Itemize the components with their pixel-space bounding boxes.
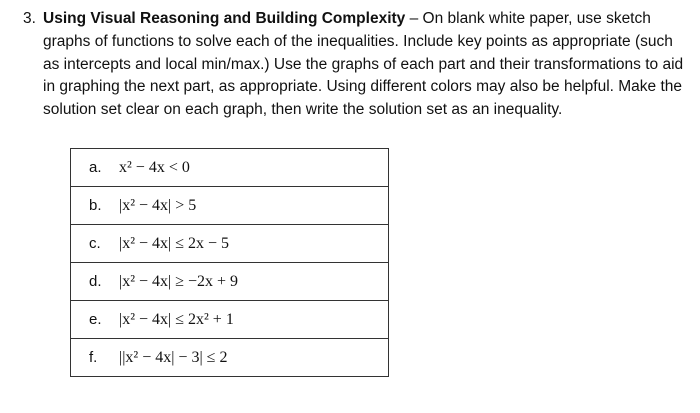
inequality-expression: |x² − 4x| > 5 [119, 196, 197, 214]
problem-statement [23, 8, 691, 122]
part-label: e. [89, 310, 102, 328]
part-label: c. [89, 234, 101, 252]
inequalities-table [70, 148, 389, 377]
inequality-expression: x² − 4x < 0 [119, 158, 190, 176]
table-cell [71, 339, 389, 377]
part-label: f. [89, 348, 98, 366]
table-cell [71, 225, 389, 263]
inequality-expression: |x² − 4x| ≤ 2x − 5 [119, 234, 230, 252]
table-row [71, 225, 389, 263]
part-label: b. [89, 196, 102, 214]
table-row [71, 263, 389, 301]
problem-number: 3. [23, 10, 36, 27]
problem-body [43, 8, 691, 122]
inequality-expression: |x² − 4x| ≤ 2x² + 1 [119, 310, 234, 328]
table-row [71, 187, 389, 225]
table-cell [71, 301, 389, 339]
table-row [71, 149, 389, 187]
table-cell [71, 263, 389, 301]
inequality-expression: ||x² − 4x| − 3| ≤ 2 [119, 348, 228, 366]
part-label: d. [89, 272, 102, 290]
table-row [71, 301, 389, 339]
problem-title: Using Visual Reasoning and Building Complexity [43, 10, 406, 27]
title-dash: – [405, 10, 423, 27]
inequality-expression: |x² − 4x| ≥ −2x + 9 [119, 272, 239, 290]
table-cell [71, 187, 389, 225]
problem-instructions: On blank white paper, use sketch graphs of functions to solve each of the inequalities. Include key points as appropriate (such as intercepts and local min/max.) Use the graphs of each part and their transformations to aid in graphing the next part, as appropriate. Using different colors may also be helpful. Make the solution set clear on each graph, then write the solution set as an inequality. [43, 10, 684, 119]
table-row [71, 339, 389, 377]
part-label: a. [89, 158, 102, 176]
table-cell [71, 149, 389, 187]
